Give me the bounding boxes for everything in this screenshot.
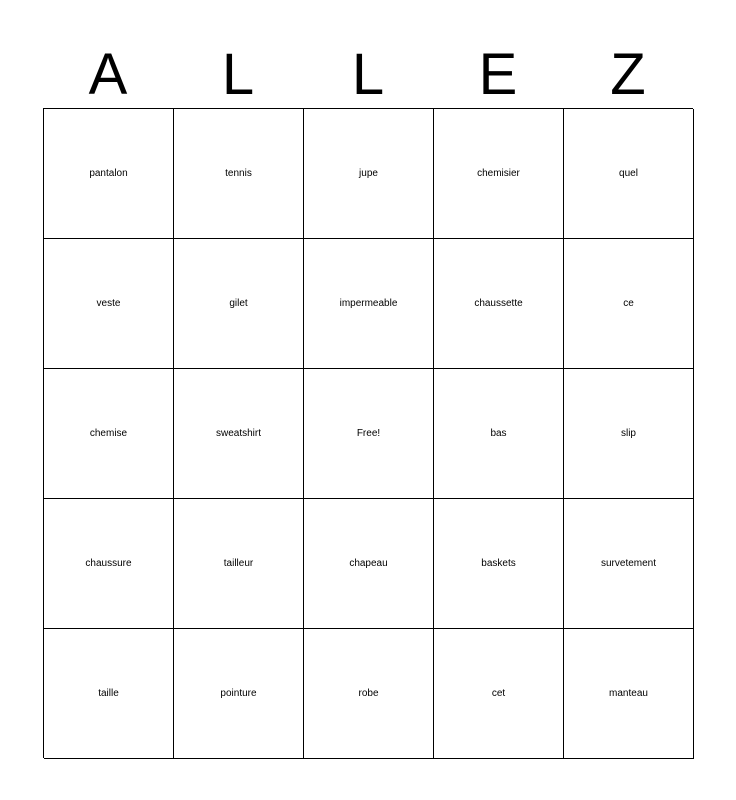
bingo-cell: bas [434,369,564,499]
bingo-cell: baskets [434,499,564,629]
bingo-cell: taille [44,629,174,759]
bingo-cell: impermeable [304,239,434,369]
bingo-cell: pointure [174,629,304,759]
bingo-cell: chemise [44,369,174,499]
bingo-header [43,40,693,108]
header-letter: L [221,42,255,107]
header-letter: L [351,42,385,107]
bingo-cell: ce [564,239,694,369]
bingo-cell: cet [434,629,564,759]
header-letter: E [478,42,518,107]
header-letter: Z [610,42,646,107]
bingo-cell: manteau [564,629,694,759]
bingo-cell: pantalon [44,109,174,239]
bingo-cell: gilet [174,239,304,369]
bingo-cell: survetement [564,499,694,629]
bingo-cell-free: Free! [304,369,434,499]
bingo-cell: tailleur [174,499,304,629]
bingo-cell: sweatshirt [174,369,304,499]
bingo-cell: slip [564,369,694,499]
bingo-cell: veste [44,239,174,369]
bingo-board [43,108,693,758]
bingo-cell: chemisier [434,109,564,239]
bingo-cell: robe [304,629,434,759]
bingo-cell: chaussure [44,499,174,629]
bingo-cell: chaussette [434,239,564,369]
header-letter: A [88,42,128,107]
bingo-cell: chapeau [304,499,434,629]
bingo-cell: jupe [304,109,434,239]
bingo-cell: quel [564,109,694,239]
bingo-cell: tennis [174,109,304,239]
